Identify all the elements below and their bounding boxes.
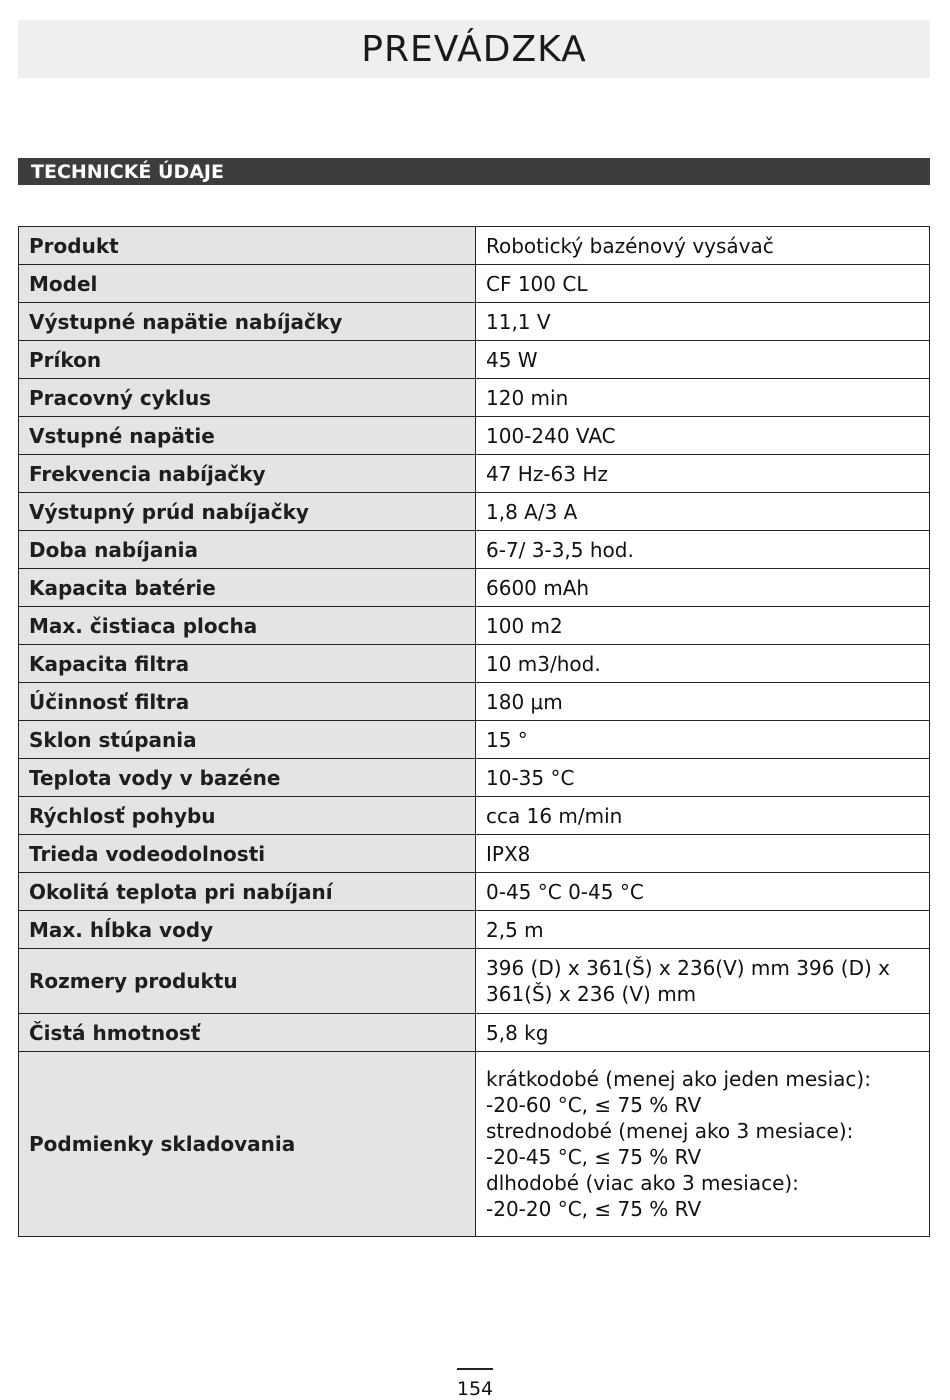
spec-value: Robotický bazénový vysávač — [476, 227, 930, 265]
spec-value: cca 16 m/min — [476, 797, 930, 835]
storage-line: -20-45 °C, ≤ 75 % RV — [486, 1145, 702, 1169]
spec-label: Vstupné napätie — [19, 417, 476, 455]
table-row — [19, 417, 930, 455]
spec-label: Max. hĺbka vody — [19, 911, 476, 949]
table-row — [19, 949, 930, 1014]
spec-value: 180 μm — [476, 683, 930, 721]
page-number: 154 — [456, 1378, 494, 1400]
spec-label: Trieda vodeodolnosti — [19, 835, 476, 873]
table-row — [19, 493, 930, 531]
spec-value: 10 m3/hod. — [476, 645, 930, 683]
spec-label: Čistá hmotnosť — [19, 1014, 476, 1052]
spec-label: Frekvencia nabíjačky — [19, 455, 476, 493]
spec-value: 120 min — [476, 379, 930, 417]
spec-value: 6-7/ 3-3,5 hod. — [476, 531, 930, 569]
table-row — [19, 531, 930, 569]
spec-label: Účinnosť filtra — [19, 683, 476, 721]
spec-value: 5,8 kg — [476, 1014, 930, 1052]
table-row — [19, 455, 930, 493]
table-row — [19, 797, 930, 835]
spec-value: IPX8 — [476, 835, 930, 873]
spec-label: Pracovný cyklus — [19, 379, 476, 417]
footer-divider — [457, 1368, 493, 1370]
table-row — [19, 759, 930, 797]
spec-value: 100-240 VAC — [476, 417, 930, 455]
section-title: TECHNICKÉ ÚDAJE — [31, 160, 224, 183]
spec-value: 1,8 A/3 A — [476, 493, 930, 531]
spec-label: Príkon — [19, 341, 476, 379]
table-row — [19, 265, 930, 303]
spec-value: 0-45 °C 0-45 °C — [476, 873, 930, 911]
spec-value: 100 m2 — [476, 607, 930, 645]
spec-label: Rýchlosť pohybu — [19, 797, 476, 835]
table-row — [19, 911, 930, 949]
page-header — [18, 20, 930, 78]
spec-value: 45 W — [476, 341, 930, 379]
spec-label: Sklon stúpania — [19, 721, 476, 759]
spec-value: 10-35 °C — [476, 759, 930, 797]
table-row — [19, 721, 930, 759]
table-row — [19, 645, 930, 683]
section-header-bar — [18, 158, 930, 185]
table-row — [19, 835, 930, 873]
spec-label: Výstupné napätie nabíjačky — [19, 303, 476, 341]
table-row — [19, 341, 930, 379]
spec-value: 396 (D) x 361(Š) x 236(V) mm 396 (D) x 361(Š) x 236 (V) mm — [476, 949, 930, 1014]
storage-conditions — [476, 1052, 930, 1237]
spec-value: 11,1 V — [476, 303, 930, 341]
table-row — [19, 683, 930, 721]
spec-label: Produkt — [19, 227, 476, 265]
table-row — [19, 607, 930, 645]
spec-label: Výstupný prúd nabíjačky — [19, 493, 476, 531]
spec-label: Kapacita batérie — [19, 569, 476, 607]
spec-label: Doba nabíjania — [19, 531, 476, 569]
spec-value: 15 ° — [476, 721, 930, 759]
table-row-storage — [19, 1052, 930, 1237]
storage-line: dlhodobé (viac ako 3 mesiace): — [486, 1171, 799, 1195]
spec-label: Kapacita filtra — [19, 645, 476, 683]
storage-line: krátkodobé (menej ako jeden mesiac): — [486, 1067, 871, 1091]
table-row — [19, 1014, 930, 1052]
page-title: PREVÁDZKA — [361, 28, 587, 70]
spec-label: Podmienky skladovania — [19, 1052, 476, 1237]
storage-line: -20-60 °C, ≤ 75 % RV — [486, 1093, 702, 1117]
spec-label: Rozmery produktu — [19, 949, 476, 1014]
spec-label: Max. čistiaca plocha — [19, 607, 476, 645]
storage-line: strednodobé (menej ako 3 mesiace): — [486, 1119, 854, 1143]
storage-line: -20-20 °C, ≤ 75 % RV — [486, 1197, 702, 1221]
spec-table — [18, 226, 930, 1237]
table-row — [19, 569, 930, 607]
spec-label: Okolitá teplota pri nabíjaní — [19, 873, 476, 911]
table-row — [19, 303, 930, 341]
spec-value: 6600 mAh — [476, 569, 930, 607]
spec-value: CF 100 CL — [476, 265, 930, 303]
table-row — [19, 379, 930, 417]
spec-value: 47 Hz-63 Hz — [476, 455, 930, 493]
table-row — [19, 873, 930, 911]
table-row — [19, 227, 930, 265]
spec-value: 2,5 m — [476, 911, 930, 949]
spec-label: Model — [19, 265, 476, 303]
spec-label: Teplota vody v bazéne — [19, 759, 476, 797]
